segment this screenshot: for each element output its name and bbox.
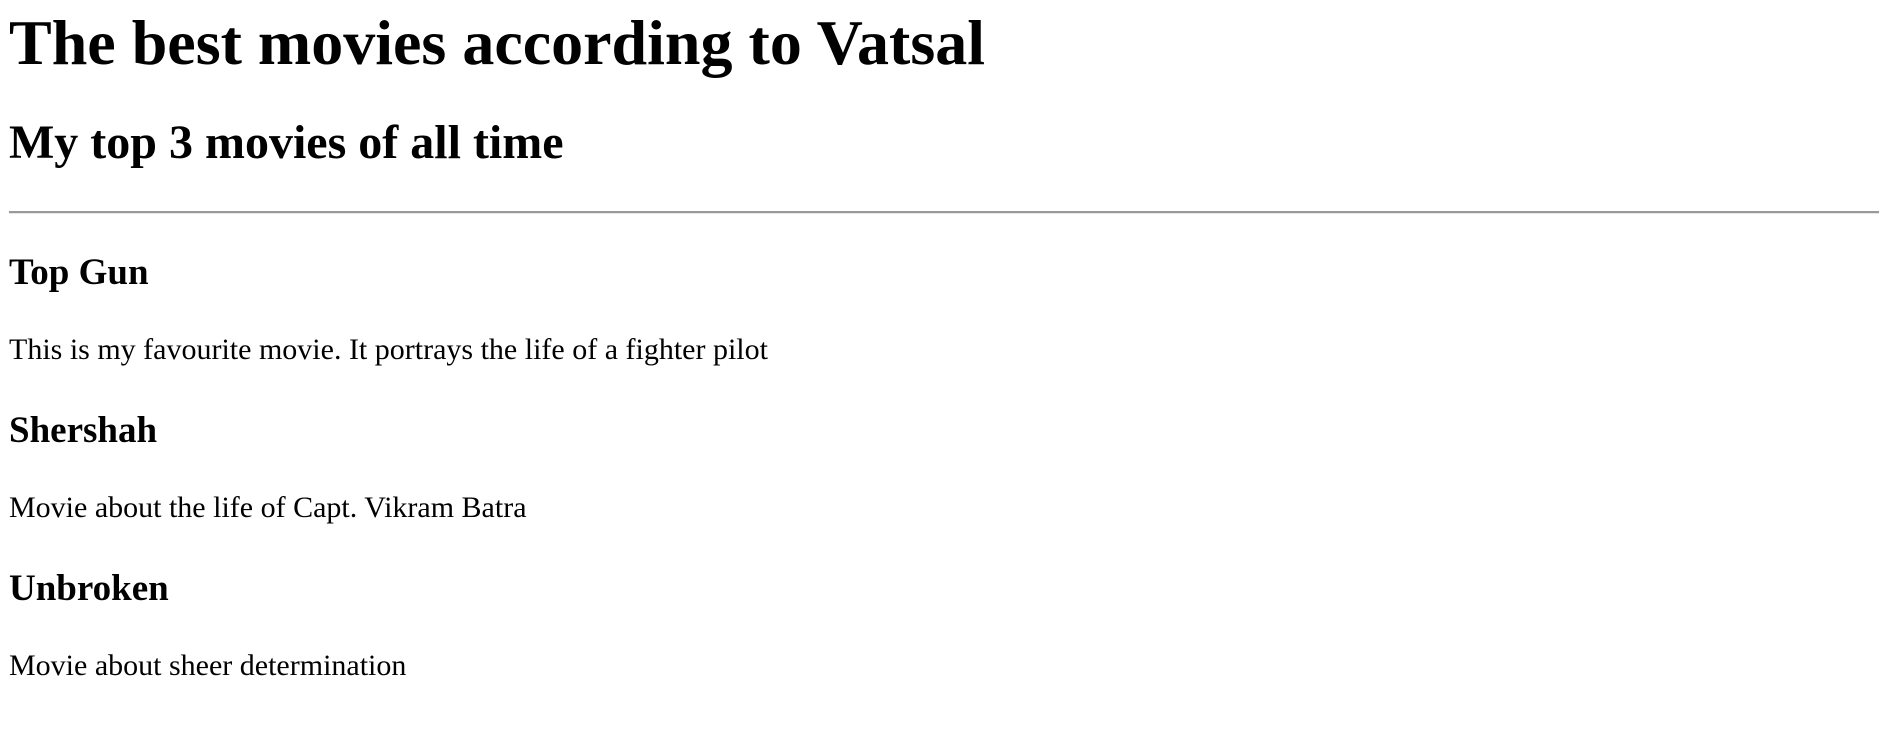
movie-description: This is my favourite movie. It portrays the life of a fighter pilot <box>9 333 768 366</box>
divider <box>9 211 1879 214</box>
movie-description: Movie about the life of Capt. Vikram Batra <box>9 491 527 524</box>
movie-description: Movie about sheer determination <box>9 649 407 682</box>
movie-item <box>9 252 1871 368</box>
movie-title: Shershah <box>9 410 158 451</box>
movie-item <box>9 568 1871 684</box>
page-title: The best movies according to Vatsal <box>9 7 985 78</box>
movie-title: Unbroken <box>9 568 169 609</box>
movie-title: Top Gun <box>9 252 149 293</box>
movie-list <box>9 252 1871 684</box>
movie-item <box>9 410 1871 526</box>
page-subtitle: My top 3 movies of all time <box>9 116 564 169</box>
